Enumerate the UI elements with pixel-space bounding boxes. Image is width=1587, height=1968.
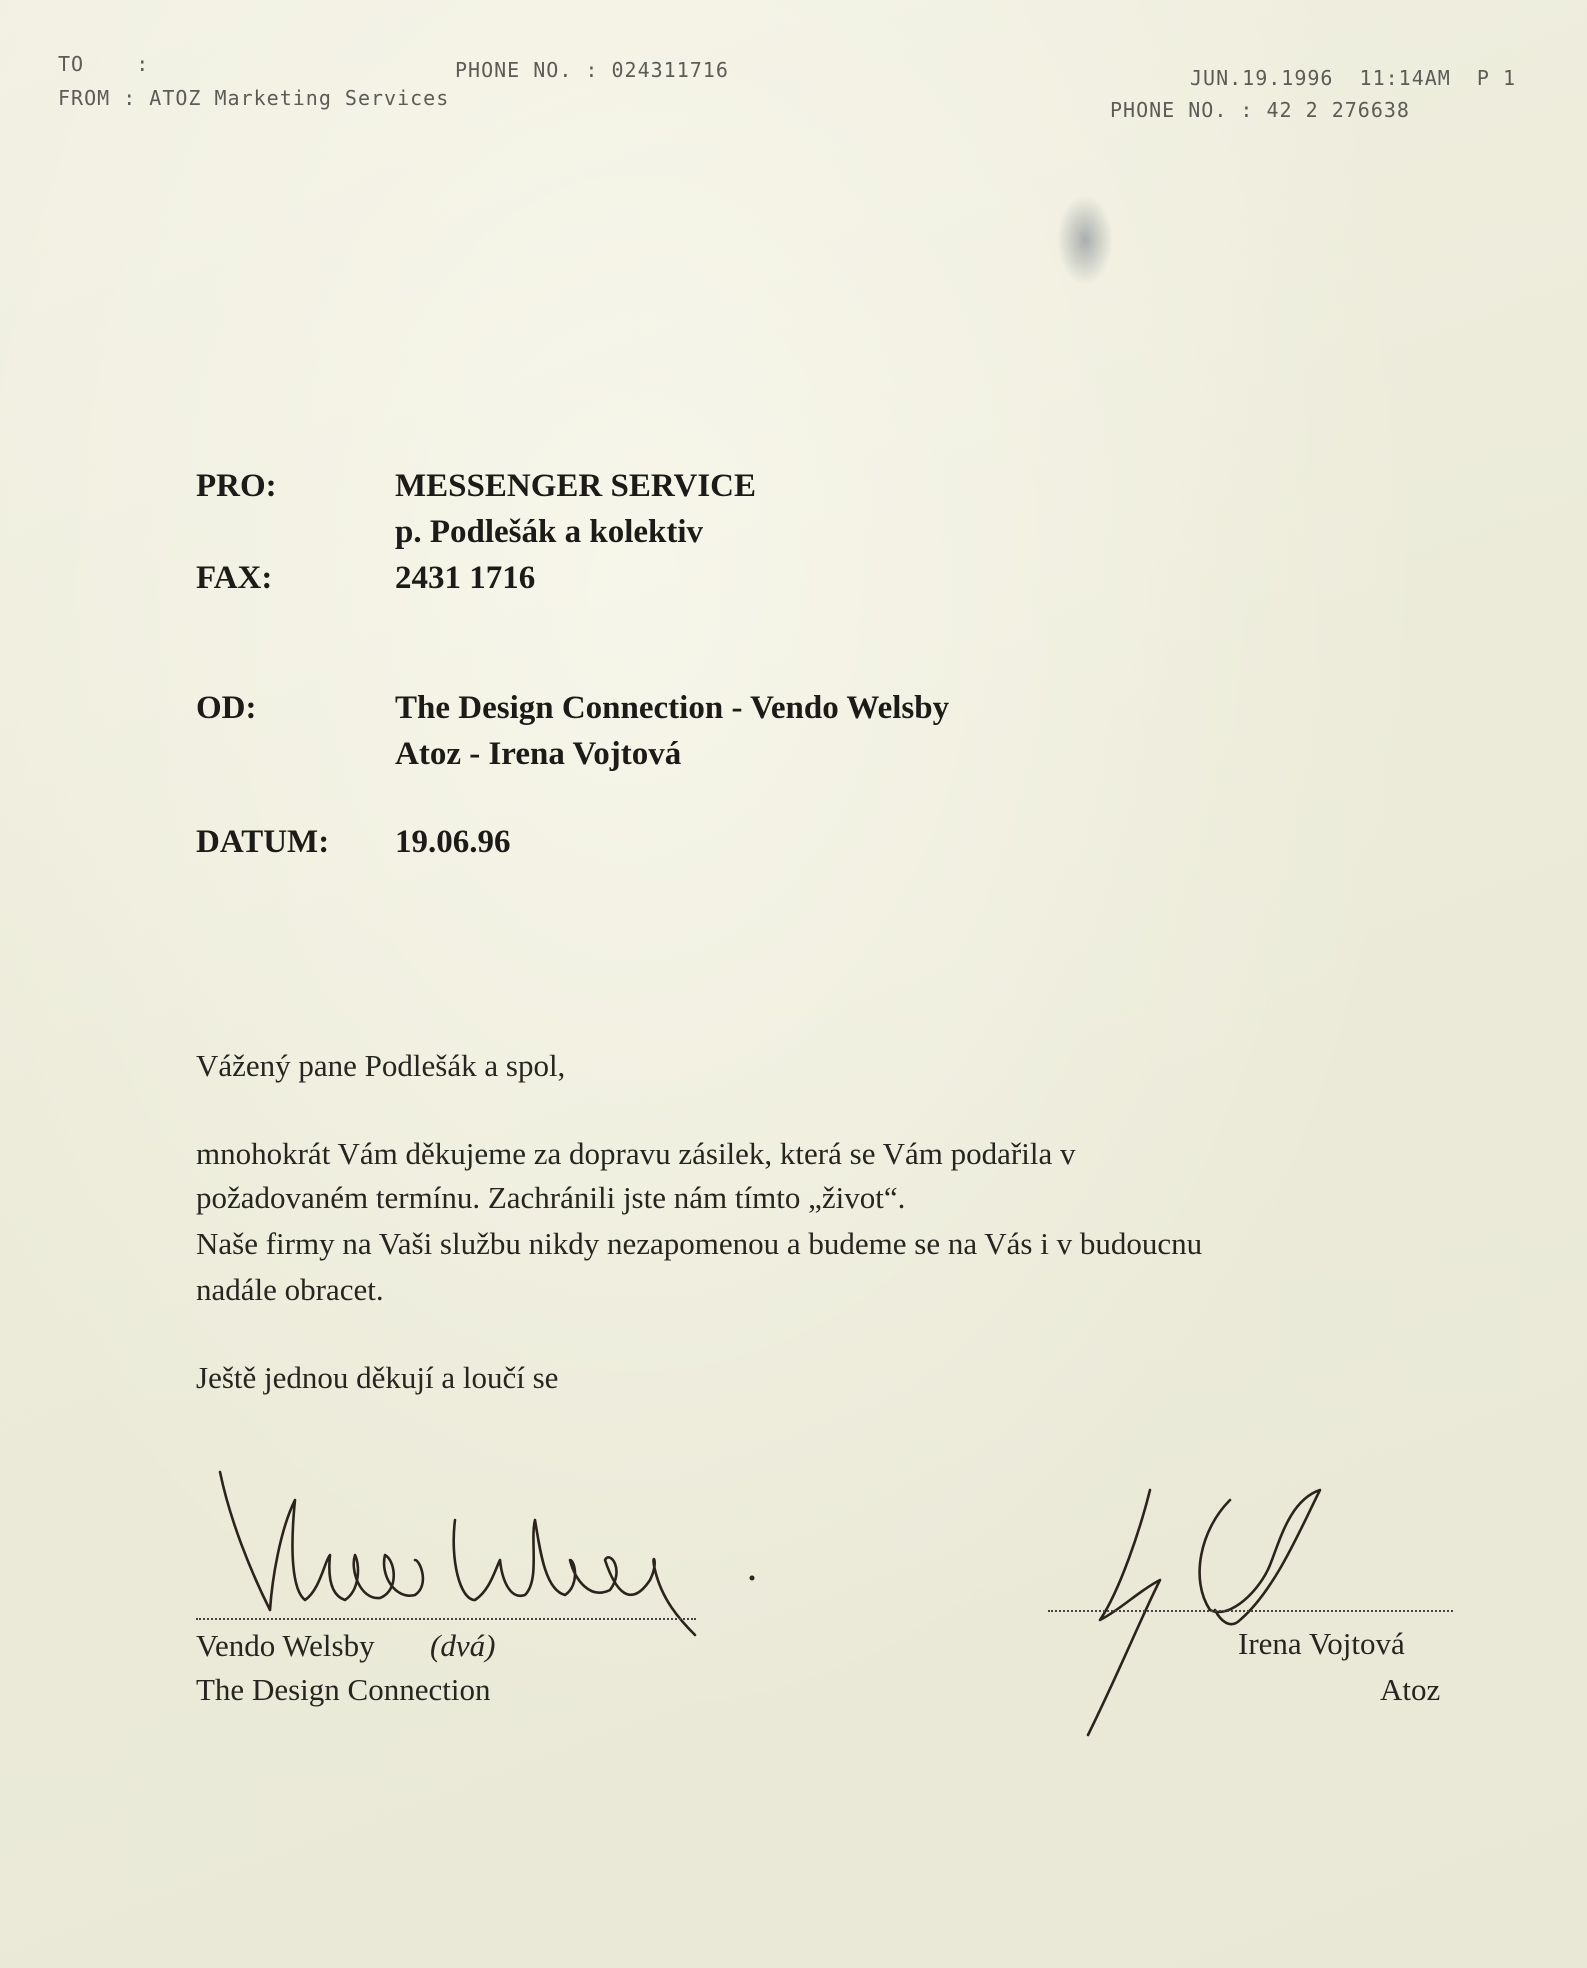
letter-closing: Ještě jednou děkují a loučí se — [196, 1360, 559, 1395]
letter-line-2: požadovaném termínu. Zachránili jste nám tímto „život“. — [196, 1180, 906, 1215]
pro-value-company: MESSENGER SERVICE — [395, 468, 757, 504]
fax-from-phone: PHONE NO. : 42 2 276638 — [1110, 98, 1410, 122]
signature-line-right — [1048, 1610, 1453, 1612]
letter-line-4: nadále obracet. — [196, 1272, 384, 1307]
signer-left-note: (dvá) — [430, 1628, 496, 1663]
od-label: OD: — [196, 690, 257, 726]
fax-label: FAX: — [196, 560, 273, 596]
fax-from-line: FROM : ATOZ Marketing Services — [58, 86, 450, 110]
fax-to-label: TO : — [58, 52, 150, 76]
signer-left-company: The Design Connection — [196, 1672, 491, 1707]
signature-line-left — [196, 1618, 696, 1620]
letter-line-1: mnohokrát Vám děkujeme za dopravu zásilek, která se Vám podařila v — [196, 1136, 1076, 1171]
fax-to-phone: PHONE NO. : 024311716 — [455, 58, 729, 82]
od-value-atoz: Atoz - Irena Vojtová — [395, 736, 682, 772]
pro-value-contact: p. Podlešák a kolektiv — [395, 514, 704, 550]
signer-right-company: Atoz — [1380, 1672, 1441, 1707]
letter-salutation: Vážený pane Podlešák a spol, — [196, 1048, 566, 1083]
letter-line-3: Naše firmy na Vaši službu nikdy nezapomenou a budeme se na Vás i v budoucnu — [196, 1226, 1203, 1261]
pro-label: PRO: — [196, 468, 277, 504]
signature-irena-vojtova — [1080, 1470, 1380, 1740]
datum-label: DATUM: — [196, 824, 330, 860]
signature-vendo-welsby — [210, 1460, 730, 1640]
fax-value: 2431 1716 — [395, 560, 536, 596]
signer-left-name: Vendo Welsby — [196, 1628, 375, 1663]
fax-datetime: JUN.19.1996 11:14AM P 1 — [1190, 66, 1517, 90]
od-value-design-connection: The Design Connection - Vendo Welsby — [395, 690, 950, 726]
signer-right-name: Irena Vojtová — [1238, 1626, 1405, 1661]
datum-value: 19.06.96 — [395, 824, 511, 860]
